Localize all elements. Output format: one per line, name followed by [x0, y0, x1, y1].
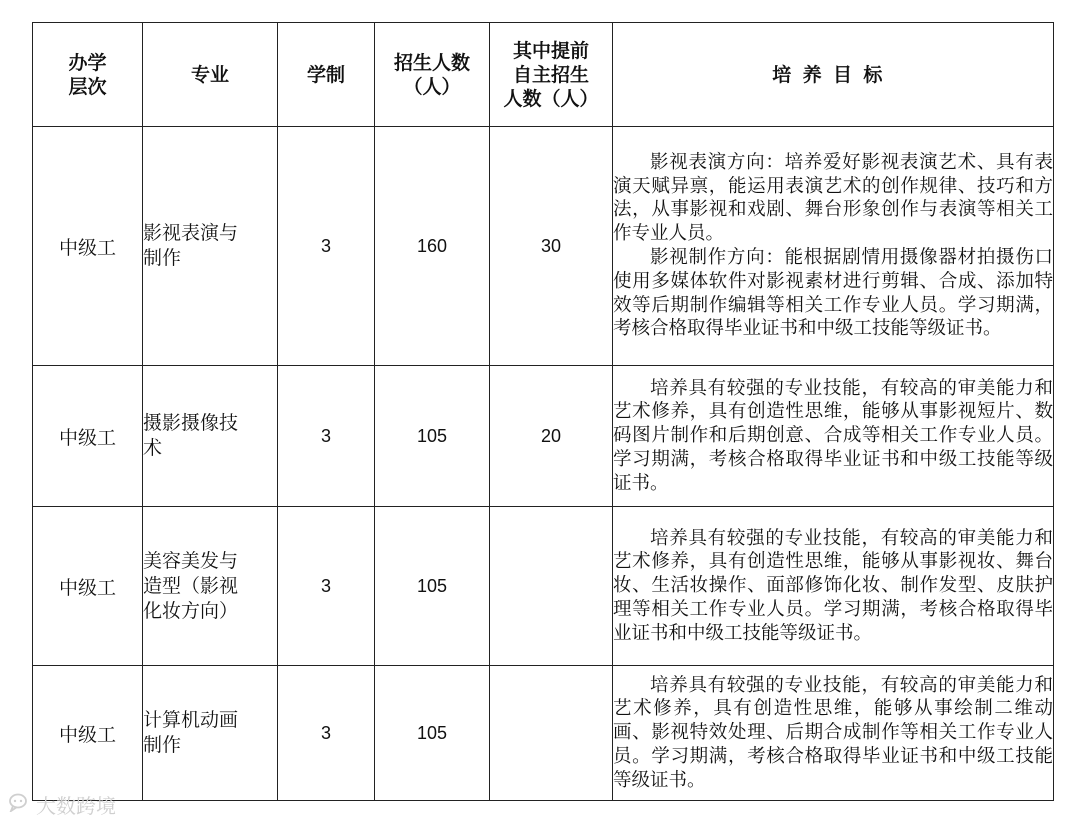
cell-goal — [613, 127, 1054, 366]
cell-enrollment: 160 — [375, 127, 490, 366]
goal-paragraph: 培养具有较强的专业技能，有较高的审美能力和艺术修养，具有创造性思维，能够从事影视短片、数码图片制作和后期创意、合成等相关工作专业人员。学习期满，考核合格取得毕业证书和中级工技能等级证书。 — [613, 377, 1053, 494]
table-row — [33, 366, 1054, 507]
cell-duration: 3 — [278, 127, 375, 366]
chat-bubble-icon — [8, 792, 32, 817]
goal-paragraph: 培养具有较强的专业技能，有较高的审美能力和艺术修养，具有创造性思维，能够从事影视妆、舞台妆、生活妆操作、面部修饰化妆、制作发型、皮肤护理等相关工作专业人员。学习期满，考核合格取得毕业证书和中级工技能等级证书。 — [613, 527, 1053, 644]
cell-major: 计算机动画 制作 — [143, 666, 278, 801]
header-early-text: 其中提前 自主招生 人数（人） — [503, 39, 599, 110]
watermark — [8, 790, 116, 819]
chat-bubble-icon-svg — [8, 792, 32, 812]
header-row — [33, 23, 1054, 127]
header-duration — [278, 23, 375, 127]
cell-early — [490, 507, 613, 666]
cell-early — [490, 666, 613, 801]
cell-goal — [613, 366, 1054, 507]
header-level-text: 办学 层次 — [68, 51, 107, 98]
header-level — [33, 23, 143, 127]
cell-duration: 3 — [278, 366, 375, 507]
table-row — [33, 666, 1054, 801]
header-major-text: 专业 — [190, 63, 229, 86]
cell-enrollment: 105 — [375, 666, 490, 801]
cell-early: 30 — [490, 127, 613, 366]
table-row — [33, 127, 1054, 366]
cell-goal — [613, 666, 1054, 801]
cell-level: 中级工 — [33, 366, 143, 507]
cell-major: 摄影摄像技 术 — [143, 366, 278, 507]
header-major — [143, 23, 278, 127]
cell-duration: 3 — [278, 666, 375, 801]
header-enrollment — [375, 23, 490, 127]
goal-paragraph: 培养具有较强的专业技能，有较高的审美能力和艺术修养，具有创造性思维，能够从事绘制二维动画、影视特效处理、后期合成制作等相关工作专业人员。学习期满，考核合格取得毕业证书和中级工技能等级证书。 — [613, 674, 1053, 791]
cell-enrollment: 105 — [375, 366, 490, 507]
enrollment-table — [32, 22, 1054, 801]
header-goal — [613, 23, 1054, 127]
table-row — [33, 507, 1054, 666]
goal-paragraph: 影视制作方向：能根据剧情用摄像器材拍摄伤口使用多媒体软件对影视素材进行剪辑、合成、添加特效等后期制作编辑等相关工作专业人员。学习期满，考核合格取得毕业证书和中级工技能等级证书。 — [613, 247, 1053, 340]
cell-early: 20 — [490, 366, 613, 507]
watermark-text: 大数跨境 — [36, 794, 116, 818]
header-early — [490, 23, 613, 127]
cell-major: 美容美发与 造型（影视 化妆方向） — [143, 507, 278, 666]
cell-enrollment: 105 — [375, 507, 490, 666]
cell-level: 中级工 — [33, 666, 143, 801]
cell-goal — [613, 507, 1054, 666]
goal-paragraph: 影视表演方向：培养爱好影视表演艺术、具有表演天赋异禀，能运用表演艺术的创作规律、技巧和方法，从事影视和戏剧、舞台形象创作与表演等相关工作专业人员。 — [613, 151, 1053, 245]
header-goal-text: 培养目标 — [772, 63, 894, 86]
cell-level: 中级工 — [33, 127, 143, 366]
header-duration-text: 学制 — [306, 63, 345, 86]
cell-duration: 3 — [278, 507, 375, 666]
cell-level: 中级工 — [33, 507, 143, 666]
cell-major: 影视表演与 制作 — [143, 127, 278, 366]
header-enrollment-text: 招生人数 （人） — [393, 51, 470, 98]
